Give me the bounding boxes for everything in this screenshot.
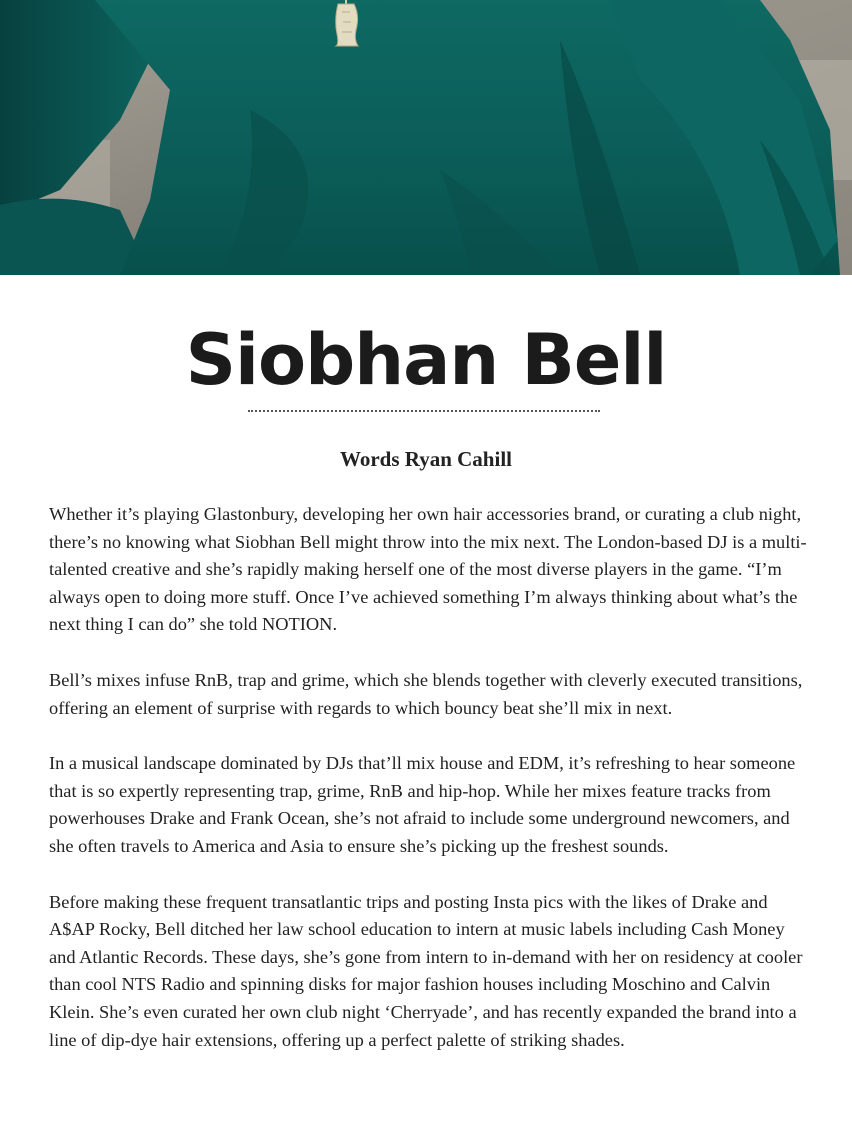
article-byline: Words Ryan Cahill: [340, 447, 512, 471]
hero-photo: [0, 0, 852, 275]
article-title: Siobhan Bell: [185, 319, 667, 401]
article-body: [49, 501, 809, 1082]
title-divider: [248, 410, 600, 412]
article-paragraph: Before making these frequent transatlantic trips and posting Insta pics with the likes of Drake and A$AP Rocky, Bell ditched her law school education to intern at music labels including Cash Money and Atlantic Records. These days, she’s gone from intern to in-demand with her on residency at cooler than cool NTS Radio and spinning disks for major fashion houses including Moschino and Calvin Klein. She’s even curated her own club night ‘Cherryade’, and has recently expanded the brand into a line of dip-dye hair extensions, offering up a perfect palette of striking shades.: [49, 891, 803, 1050]
article-paragraph: In a musical landscape dominated by DJs that’ll mix house and EDM, it’s refreshing to hear someone that is so expertly representing trap, grime, RnB and hip-hop. While her mixes feature tracks from powerhouses Drake and Frank Ocean, she’s not afraid to include some underground newcomers, and she often travels to America and Asia to ensure she’s picking up the freshest sounds.: [49, 753, 796, 856]
article-paragraph: Bell’s mixes infuse RnB, trap and grime, which she blends together with cleverly executed transitions, offering an element of surprise with regards to which bouncy beat she’ll mix in next.: [49, 669, 803, 718]
article-paragraph: Whether it’s playing Glastonbury, developing her own hair accessories brand, or curating a club night, there’s no knowing what Siobhan Bell might throw into the mix next. The London-based DJ is a multi-talented creative and she’s rapidly making herself one of the most diverse players in the game. “I’m always open to doing more stuff. Once I’ve achieved something I’m always thinking about what’s the next thing I can do” she told NOTION.: [49, 504, 807, 635]
hero-image: [0, 0, 852, 275]
